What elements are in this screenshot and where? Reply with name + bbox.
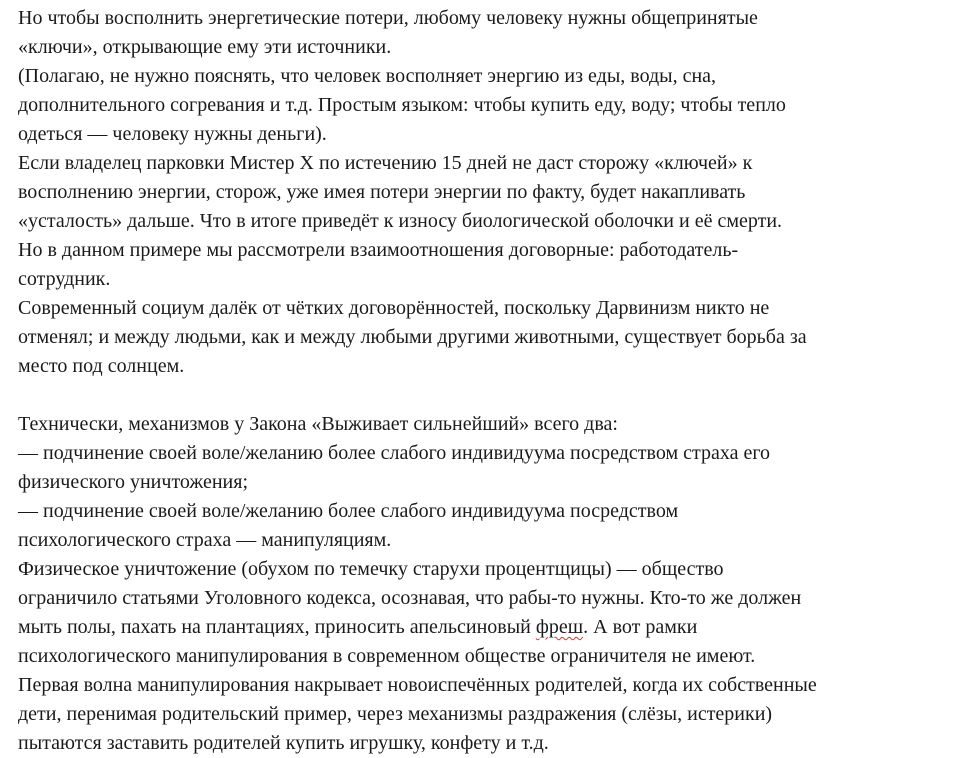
text-line: Если владелец парковки Мистер Х по истечению 15 дней не даст сторожу «ключей» к (18, 152, 753, 174)
text-line: физического уничтожения; (18, 471, 249, 493)
text-line: ограничило статьями Уголовного кодекса, осознавая, что рабы-то нужны. Кто-то же должен (18, 587, 802, 609)
text-line: Но в данном примере мы рассмотрели взаимоотношения договорные: работодатель- (18, 239, 739, 261)
text-line: психологического манипулирования в современном обществе ограничителя не имеют. (18, 645, 756, 667)
text-line: место под солнцем. (18, 355, 185, 377)
text-line: Физическое уничтожение (обухом по темечку старухи процентщицы) — общество (18, 558, 724, 580)
text-line: (Полагаю, не нужно пояснять, что человек восполняет энергию из еды, воды, сна, (18, 65, 717, 87)
text-line: сотрудник. (18, 268, 111, 290)
text-line: — подчинение своей воле/желанию более слабого индивидуума посредством (18, 500, 679, 522)
text-line: Но чтобы восполнить энергетические потери, любому человеку нужны общепринятые (18, 7, 758, 29)
text-line: «усталость» дальше. Что в итоге приведёт к износу биологической оболочки и её смерти. (18, 210, 783, 232)
text-line: отменял; и между людьми, как и между любыми другими животными, существует борьба за (18, 326, 807, 348)
text-segment: мыть полы, пахать на плантациях, приносить апельсиновый (18, 616, 536, 638)
text-line: Технически, механизмов у Закона «Выживает сильнейший» всего два: (18, 413, 618, 435)
misspelled-word[interactable]: фреш (535, 616, 584, 638)
text-line: восполнению энергии, сторож, уже имея потери энергии по факту, будет накапливать (18, 181, 746, 203)
document-body (18, 4, 973, 758)
text-line: дети, перенимая родительский пример, через механизмы раздражения (слёзы, истерики) (18, 703, 773, 725)
text-line: одеться — человеку нужны деньги). (18, 123, 327, 145)
blank-line (18, 381, 973, 410)
text-line: «ключи», открывающие ему эти источники. (18, 36, 392, 58)
text-segment: . А вот рамки (583, 616, 698, 638)
text-line: дополнительного согревания и т.д. Простым языком: чтобы купить еду, воду; чтобы тепло (18, 94, 786, 116)
text-line: Первая волна манипулирования накрывает новоиспечённых родителей, когда их собственные (18, 674, 817, 696)
text-line: Современный социум далёк от чётких договорённостей, поскольку Дарвинизм никто не (18, 297, 770, 319)
text-line: пытаются заставить родителей купить игрушку, конфету и т.д. (18, 732, 549, 754)
text-line: психологического страха — манипуляциям. (18, 529, 392, 551)
text-line: — подчинение своей воле/желанию более слабого индивидуума посредством страха его (18, 442, 771, 464)
text-line-with-misspelling (18, 613, 973, 642)
